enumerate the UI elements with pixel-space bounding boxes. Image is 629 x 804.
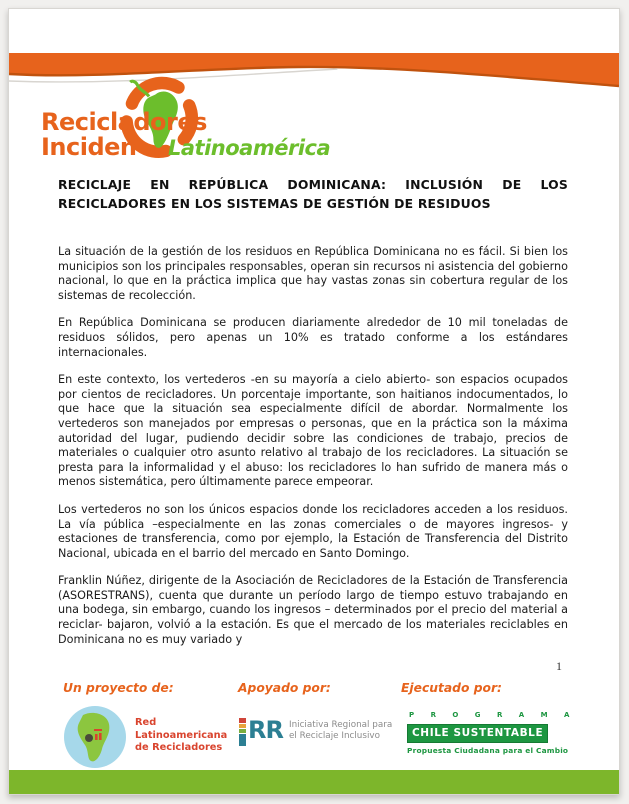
chile-sustentable-name: CHILE SUSTENTABLE [407,724,548,743]
paragraph-1: La situación de la gestión de los residuos en República Dominicana no es fácil. Si bien los municipios son los principales responsables, operan sin recursos ni asistencia del gobierno nacional, lo que en la práctica implica que hay vastas zonas sin cobertura regular de los sistemas de recolección. [58,245,568,302]
logo-text-recicladores: Recicladores [41,108,207,136]
irr-acronym: RR [248,716,283,744]
document-title: RECICLAJE EN REPÚBLICA DOMINICANA: INCLUSIÓN DE LOS RECICLADORES EN LOS SISTEMAS DE GESTIÓN DE RESIDUOS [58,177,568,211]
paragraph-4: Los vertederos no son los únicos espacios donde los recicladores acceden a los residuos. La vía pública –especialmente en las zonas comerciales o de mayores ingresos- y estaciones de transferencia, como por ejemplo, la Estación de Transferencia del Distrito Nacional, ubicada en el barrio del mercado en Santo Domingo. [58,502,568,560]
logo-text-line2 [41,135,330,164]
logo-text-latinoamerica: Latinoamérica [168,136,331,160]
footer-label-executed: Ejecutado por: [401,681,502,695]
footer-green-bar [9,770,619,794]
logo-text-en: en [145,145,161,158]
paragraph-5: Franklin Núñez, dirigente de la Asociación de Recicladores de la Estación de Transferencia (ASORESTRANS), cuenta que durante un período largo de tiempo estuvo trabajando en una bodega, sin embargo, cuando los ingresos – determinados por el precio del material a reciclar- bajaron, volvió a la estación. Es que el mercado de los materiales reciclables en Dominicana no es muy variado y [58,574,568,646]
page-number: 1 [556,659,562,673]
red-lat-line1: Red [135,717,157,728]
latam-globe-icon [63,705,127,769]
red-lat-line3: de Recicladores [135,742,223,753]
irr-logo [239,717,392,746]
chile-sustentable-logo [407,711,577,755]
irr-striped-i-icon [239,718,246,746]
paragraph-3: En este contexto, los vertederos -en su mayoría a cielo abierto- son espacios ocupados por cientos de recicladores. Un porcentaje importante, son haitianos indocumentados, lo que hace que la situación sea especialmente difícil de abordar. Normalmente los vertederos son manejados por empresas o personas, que en la práctica son la máxima autoridad del lugar, pudiendo decidir sobre las condiciones de trabajo, precios de materiales o cualquier otro asunto relativo al trabajo de los recicladores. La situación se presta para la informalidad y el abuso: los recicladores lo han sufrido de manera más o menos sistemática, pero últimamente parece empeorar. [58,373,568,489]
paragraph-2: En República Dominicana se producen diariamente alrededor de 10 mil toneladas de residuos sólidos, pero apenas un 10% es tratado conforme a los estándares internacionales. [58,316,568,359]
chile-tagline: Propuesta Ciudadana para el Cambio [407,746,569,755]
logo-text-inciden: Inciden [41,133,137,161]
chile-programa-text: P R O G R A M A [409,711,577,719]
red-latinoamericana-logo [63,703,228,769]
irr-tagline-line1: Iniciativa Regional para [288,720,393,730]
recicladores-inciden-logo [39,69,331,175]
document-page [8,8,620,795]
red-latinoamericana-logo-text [135,717,227,755]
document-body [58,175,568,667]
footer-label-project: Un proyecto de: [63,681,174,695]
irr-tagline-line2: el Reciclaje Inclusivo [288,731,380,741]
red-lat-line2: Latinoamericana [135,729,228,741]
footer-label-supported: Apoyado por: [238,681,331,695]
irr-tagline [289,717,392,742]
